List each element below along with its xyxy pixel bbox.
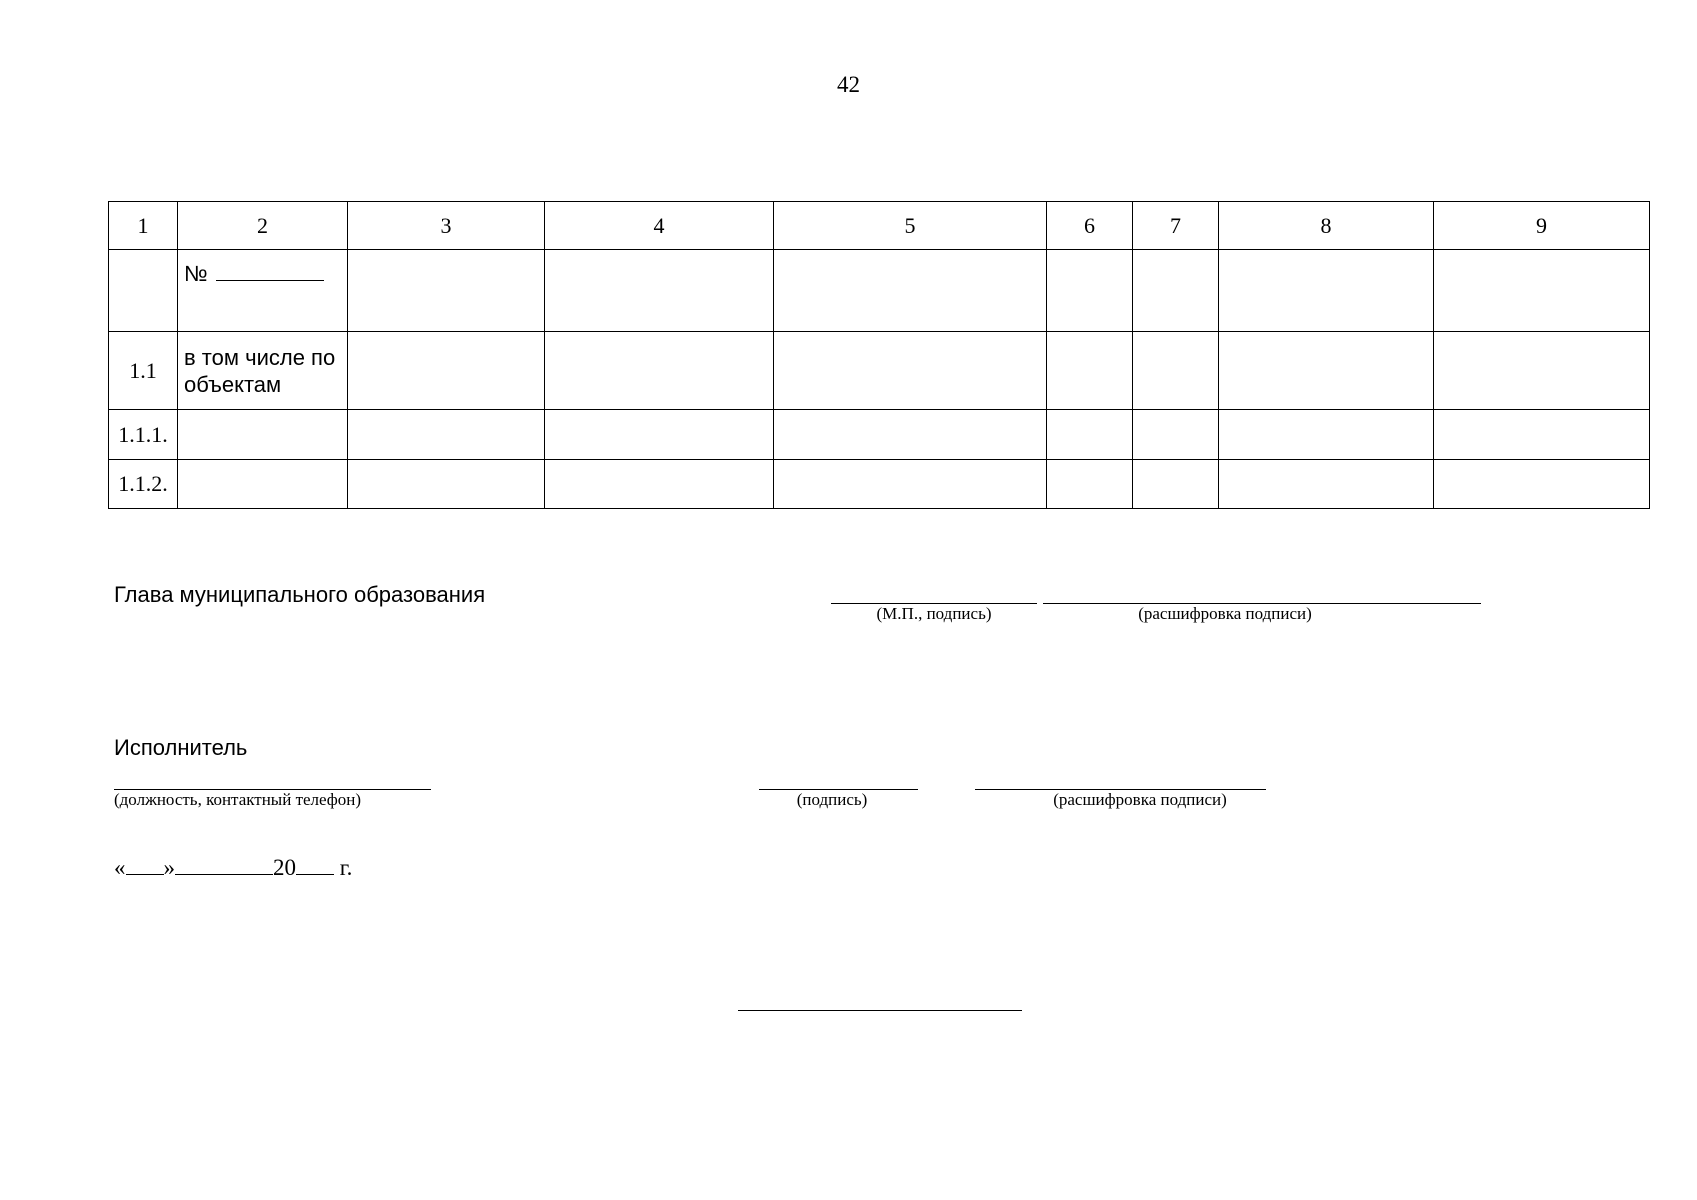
table-row — [109, 250, 1650, 332]
table-cell — [1047, 332, 1133, 410]
header-cell-5: 5 — [774, 202, 1047, 250]
executor-label: Исполнитель — [114, 735, 248, 760]
head-sign-caption: (М.П., подпись) — [876, 604, 992, 623]
header-cell-3: 3 — [348, 202, 545, 250]
row-number-cell — [109, 250, 178, 332]
table-cell — [348, 410, 545, 460]
table-cell — [774, 332, 1047, 410]
table-cell — [545, 332, 774, 410]
table-cell — [1219, 332, 1434, 410]
header-cell-9: 9 — [1434, 202, 1650, 250]
objects-cell: в том числе по объектам — [178, 332, 348, 410]
date-line — [114, 855, 352, 881]
executor-sign-caption: (подпись) — [796, 790, 868, 809]
form-table — [108, 201, 1650, 509]
number-blank-line — [216, 260, 324, 281]
row-number-cell: 1.1 — [109, 332, 178, 410]
table-cell — [545, 410, 774, 460]
table-cell — [1047, 410, 1133, 460]
number-field-cell — [178, 250, 348, 332]
head-label: Глава муниципального образования — [114, 582, 486, 607]
table-cell — [348, 332, 545, 410]
table-cell — [1434, 250, 1650, 332]
table-cell — [1219, 460, 1434, 509]
page-number: 42 — [837, 72, 860, 97]
table-cell — [1047, 250, 1133, 332]
table-cell — [1133, 410, 1219, 460]
year-blank — [296, 856, 334, 875]
closing-separator-line — [738, 1010, 1022, 1011]
table-row — [109, 332, 1650, 410]
table-row — [109, 460, 1650, 509]
table-cell — [545, 460, 774, 509]
table-cell — [178, 410, 348, 460]
header-cell-7: 7 — [1133, 202, 1219, 250]
table-cell — [1219, 250, 1434, 332]
table-row — [109, 410, 1650, 460]
number-sign: № — [184, 261, 208, 286]
row-number-cell: 1.1.1. — [109, 410, 178, 460]
table-cell — [1133, 332, 1219, 410]
table-cell — [545, 250, 774, 332]
table-cell — [774, 250, 1047, 332]
head-decode-caption: (расшифровка подписи) — [1138, 604, 1312, 623]
year-prefix: 20 — [273, 855, 296, 880]
table-cell — [1434, 332, 1650, 410]
header-cell-4: 4 — [545, 202, 774, 250]
table-cell — [1219, 410, 1434, 460]
year-suffix: г. — [339, 855, 353, 880]
date-open-quote: « — [114, 855, 126, 880]
row-number-cell: 1.1.2. — [109, 460, 178, 509]
executor-position-caption: (должность, контактный телефон) — [114, 790, 362, 809]
table-cell — [1133, 250, 1219, 332]
table-cell — [348, 460, 545, 509]
date-close-quote: » — [163, 855, 175, 880]
table-cell — [1434, 410, 1650, 460]
header-cell-2: 2 — [178, 202, 348, 250]
header-cell-1: 1 — [109, 202, 178, 250]
table-cell — [1133, 460, 1219, 509]
table-cell — [774, 460, 1047, 509]
month-blank — [175, 856, 273, 875]
table-cell — [1047, 460, 1133, 509]
table-cell — [178, 460, 348, 509]
header-cell-8: 8 — [1219, 202, 1434, 250]
day-blank — [126, 856, 164, 875]
table-header-row — [109, 202, 1650, 250]
table-cell — [348, 250, 545, 332]
executor-decode-caption: (расшифровка подписи) — [1053, 790, 1227, 809]
table-cell — [774, 410, 1047, 460]
header-cell-6: 6 — [1047, 202, 1133, 250]
table-cell — [1434, 460, 1650, 509]
